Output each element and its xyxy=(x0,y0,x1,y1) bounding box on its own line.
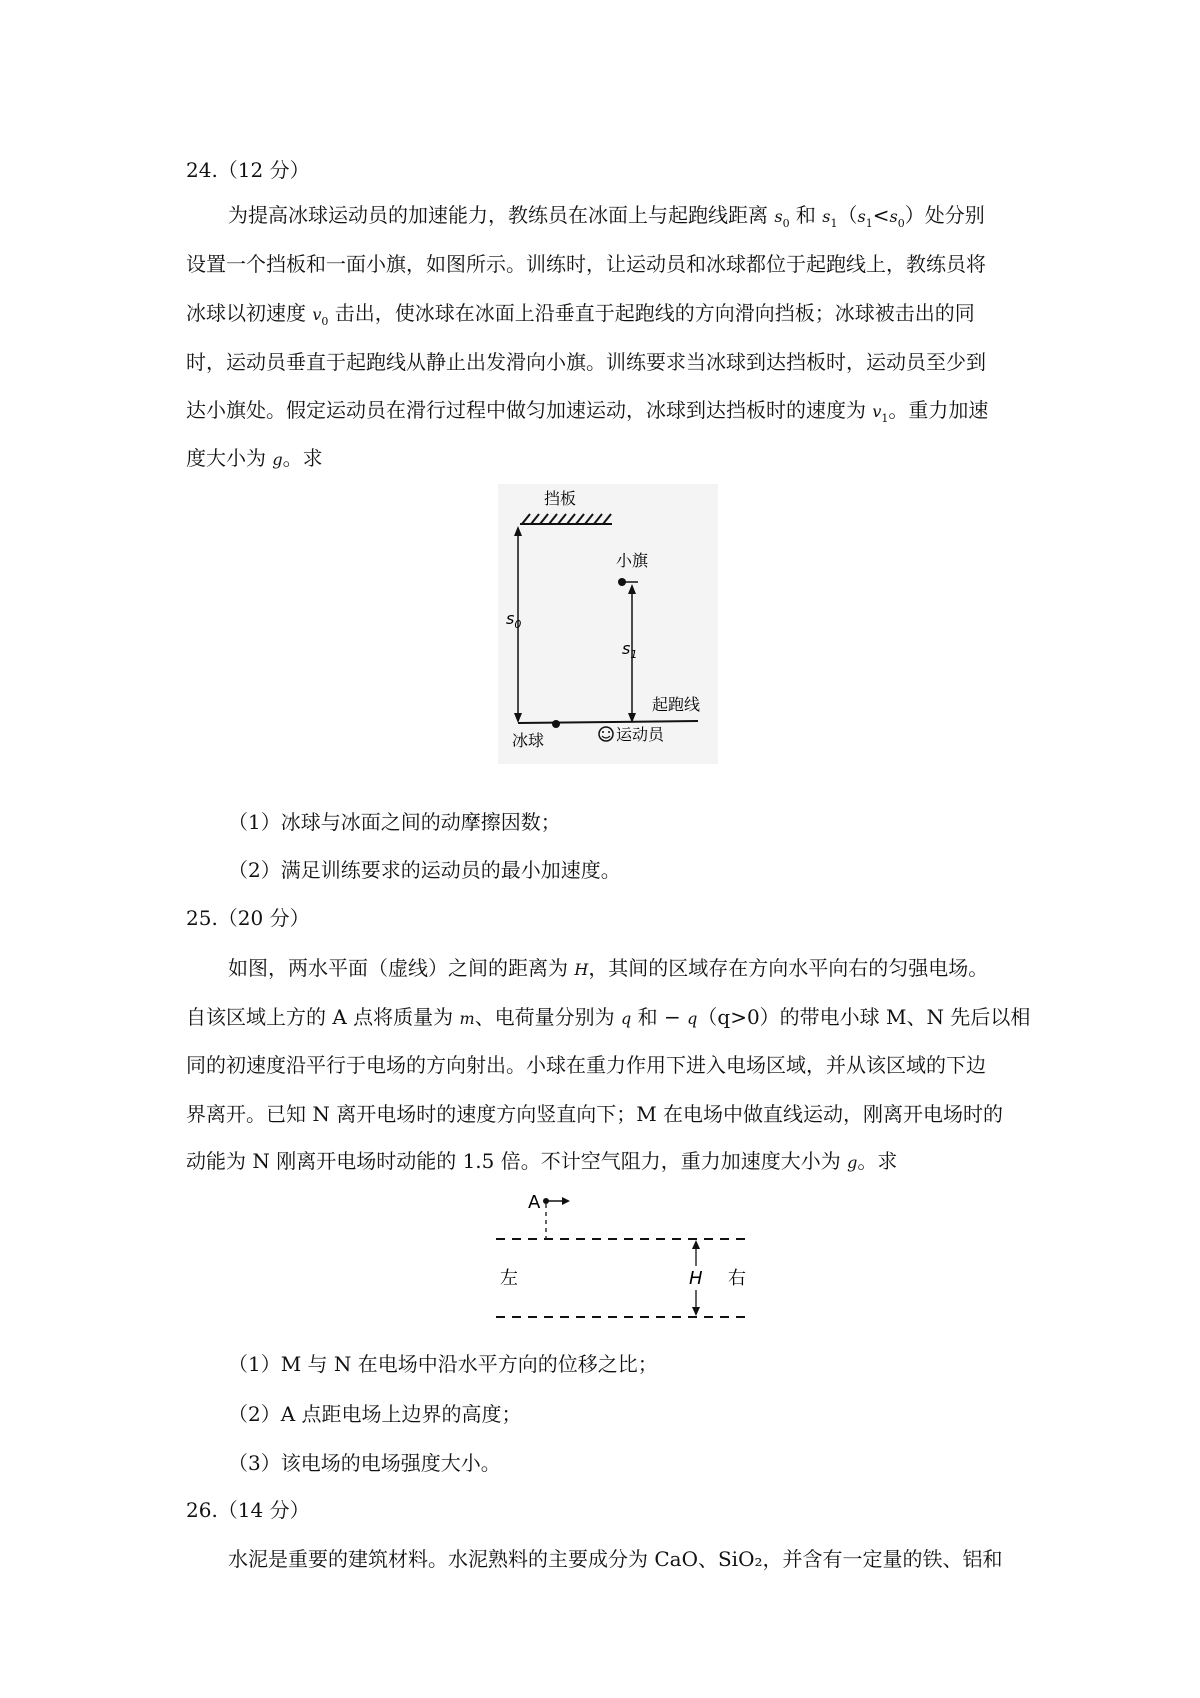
q24-header: 24.（12 分） xyxy=(186,158,310,182)
q25-line-3: 同的初速度沿平行于电场的方向射出。小球在重力作用下进入电场区域，并从该区域的下边 xyxy=(186,1053,986,1077)
q25-sub-2: （2）A 点距电场上边界的高度； xyxy=(228,1402,522,1426)
puck-label: 冰球 xyxy=(512,731,545,750)
s0-label: $s_0$ xyxy=(506,609,522,631)
h-arrow-down-icon xyxy=(692,1307,700,1316)
q24-line-5: 达小旗处。假定运动员在滑行过程中做匀加速运动，冰球到达挡板时的速度为 $v_1$。重力加速 xyxy=(186,398,989,425)
q25-line-5: 动能为 N 刚离开电场时动能的 1.5 倍。不计空气阻力，重力加速度大小为 g。求 xyxy=(186,1149,898,1173)
start-line-label: 起跑线 xyxy=(652,695,701,714)
q24-line-4: 时，运动员垂直于起跑线从静止出发滑向小旗。训练要求当冰球到达挡板时，运动员至少到 xyxy=(186,350,986,374)
q24-figure xyxy=(498,484,718,764)
q25-sub-1: （1）M 与 N 在电场中沿水平方向的位移之比； xyxy=(228,1352,658,1376)
height-label: H xyxy=(689,1268,703,1289)
board-label: 挡板 xyxy=(544,489,577,508)
q24-line-3: 冰球以初速度 $v_0$ 击出，使冰球在冰面上沿垂直于起跑线的方向滑向挡板；冰球被击出的同 xyxy=(186,301,975,328)
q25-line-4: 界离开。已知 N 离开电场时的速度方向竖直向下；M 在电场中做直线运动，刚离开电场时的 xyxy=(186,1102,1004,1126)
q25-line-1: 如图，两水平面（虚线）之间的距离为 H，其间的区域存在方向水平向右的匀强电场。 xyxy=(228,956,989,980)
point-a-label: A xyxy=(528,1192,541,1213)
left-label: 左 xyxy=(500,1268,518,1289)
h-arrow-up-icon xyxy=(692,1240,700,1249)
q25-line-2: 自该区域上方的 A 点将质量为 m、电荷量分别为 q 和 − q（q>0）的带电小球 M、N 先后以相 xyxy=(186,1005,1031,1029)
athlete-label: 运动员 xyxy=(616,725,665,744)
q24-line-2: 设置一个挡板和一面小旗，如图所示。训练时，让运动员和冰球都位于起跑线上，教练员将 xyxy=(186,252,986,276)
q26-header: 26.（14 分） xyxy=(186,1498,310,1522)
puck-point xyxy=(552,720,560,728)
flag-label: 小旗 xyxy=(616,551,649,570)
right-label: 右 xyxy=(728,1268,746,1289)
q26-line-1: 水泥是重要的建筑材料。水泥熟料的主要成分为 CaO、SiO₂，并含有一定量的铁、铝和 xyxy=(228,1547,1003,1571)
s1-label: $s_1$ xyxy=(622,639,638,661)
q24-sub-2: （2）满足训练要求的运动员的最小加速度。 xyxy=(228,858,621,882)
q24-line-6: 度大小为 g。求 xyxy=(186,446,323,470)
q25-sub-3: （3）该电场的电场强度大小。 xyxy=(228,1451,501,1475)
q25-header: 25.（20 分） xyxy=(186,906,310,930)
q24-line-1: 为提高冰球运动员的加速能力，教练员在冰面上与起跑线距离 $s_0$ 和 $s_1(s_1<s_0)$处分别 xyxy=(228,203,985,230)
q25-figure xyxy=(466,1186,766,1322)
q24-sub-1: （1）冰球与冰面之间的动摩擦因数； xyxy=(228,810,561,834)
velocity-arrow-icon xyxy=(562,1197,570,1205)
